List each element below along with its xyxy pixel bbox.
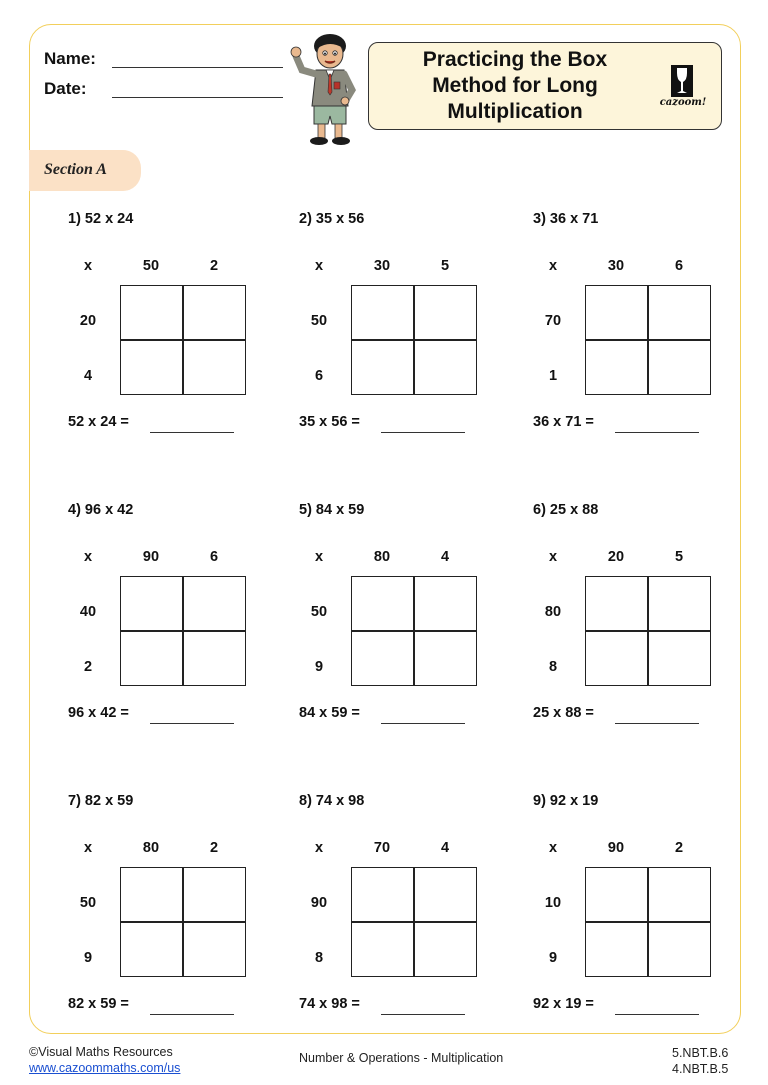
problem-7 <box>68 793 288 1033</box>
answer-line[interactable] <box>150 723 234 724</box>
answer-line[interactable] <box>615 723 699 724</box>
multiply-symbol: x <box>314 258 324 274</box>
answer-line[interactable] <box>615 1014 699 1015</box>
answer-label: 36 x 71 = <box>533 414 594 430</box>
box-method-grid[interactable] <box>120 576 246 686</box>
multiply-symbol: x <box>548 840 558 856</box>
row-header: 9 <box>548 950 558 966</box>
column-header: 5 <box>674 549 684 565</box>
footer-standard-2: 4.NBT.B.5 <box>672 1062 729 1076</box>
column-header: 30 <box>607 258 625 274</box>
row-header: 1 <box>548 368 558 384</box>
answer-line[interactable] <box>381 432 465 433</box>
column-header: 80 <box>142 840 160 856</box>
problem-title: 7) 82 x 59 <box>68 793 134 809</box>
problem-6 <box>533 502 753 742</box>
cartoon-boy-icon <box>288 30 368 150</box>
footer-website-link[interactable] <box>29 1061 180 1075</box>
multiply-symbol: x <box>314 840 324 856</box>
problem-title: 5) 84 x 59 <box>299 502 365 518</box>
column-header: 70 <box>373 840 391 856</box>
problem-title: 3) 36 x 71 <box>533 211 599 227</box>
multiply-symbol: x <box>83 549 93 565</box>
column-header: 4 <box>440 549 450 565</box>
answer-line[interactable] <box>381 723 465 724</box>
column-header: 6 <box>209 549 219 565</box>
column-header: 5 <box>440 258 450 274</box>
row-header: 9 <box>83 950 93 966</box>
row-header: 10 <box>544 895 562 911</box>
multiply-symbol: x <box>548 258 558 274</box>
title-line-1: Practicing the Box <box>422 48 608 71</box>
row-header: 8 <box>314 950 324 966</box>
column-header: 4 <box>440 840 450 856</box>
column-header: 2 <box>674 840 684 856</box>
cazoom-logo-icon <box>671 65 693 97</box>
row-header: 50 <box>310 604 328 620</box>
row-header: 4 <box>83 368 93 384</box>
row-header: 20 <box>79 313 97 329</box>
website-link-text[interactable]: www.cazoommaths.com/us <box>29 1061 181 1075</box>
problem-2 <box>299 211 519 451</box>
problem-8 <box>299 793 519 1033</box>
box-method-grid[interactable] <box>351 867 477 977</box>
answer-line[interactable] <box>615 432 699 433</box>
answer-label: 35 x 56 = <box>299 414 360 430</box>
column-header: 90 <box>607 840 625 856</box>
multiply-symbol: x <box>83 840 93 856</box>
multiply-symbol: x <box>314 549 324 565</box>
row-header: 50 <box>79 895 97 911</box>
answer-label: 96 x 42 = <box>68 705 129 721</box>
problem-title: 6) 25 x 88 <box>533 502 599 518</box>
box-method-grid[interactable] <box>351 576 477 686</box>
problem-3 <box>533 211 753 451</box>
problem-5 <box>299 502 519 742</box>
title-line-2: Method for Long <box>432 74 598 97</box>
column-header: 6 <box>674 258 684 274</box>
worksheet-title-box <box>368 42 722 130</box>
column-header: 30 <box>373 258 391 274</box>
section-label: Section A <box>44 161 107 178</box>
problem-title: 4) 96 x 42 <box>68 502 134 518</box>
title-line-3: Multiplication <box>447 100 583 123</box>
problem-9 <box>533 793 753 1033</box>
box-method-grid[interactable] <box>351 285 477 395</box>
box-method-grid[interactable] <box>120 867 246 977</box>
row-header: 9 <box>314 659 324 675</box>
answer-label: 84 x 59 = <box>299 705 360 721</box>
column-header: 2 <box>209 840 219 856</box>
row-header: 90 <box>310 895 328 911</box>
footer-topic: Number & Operations - Multiplication <box>299 1051 504 1065</box>
row-header: 70 <box>544 313 562 329</box>
answer-line[interactable] <box>381 1014 465 1015</box>
problem-title: 8) 74 x 98 <box>299 793 365 809</box>
answer-label: 52 x 24 = <box>68 414 129 430</box>
answer-label: 25 x 88 = <box>533 705 594 721</box>
date-label: Date: <box>44 79 87 98</box>
footer-copyright: ©Visual Maths Resources <box>29 1045 173 1059</box>
footer-standard-1: 5.NBT.B.6 <box>672 1046 729 1060</box>
row-header: 40 <box>79 604 97 620</box>
cazoom-logo <box>655 63 711 111</box>
answer-line[interactable] <box>150 432 234 433</box>
column-header: 20 <box>607 549 625 565</box>
cazoom-logo-text: cazoom! <box>659 97 707 108</box>
box-method-grid[interactable] <box>585 285 711 395</box>
name-field-line[interactable] <box>112 67 283 68</box>
row-header: 6 <box>314 368 324 384</box>
column-header: 2 <box>209 258 219 274</box>
multiply-symbol: x <box>83 258 93 274</box>
answer-label: 82 x 59 = <box>68 996 129 1012</box>
column-header: 80 <box>373 549 391 565</box>
problem-1 <box>68 211 288 451</box>
problem-title: 9) 92 x 19 <box>533 793 599 809</box>
section-a-tab <box>29 150 141 191</box>
name-label: Name: <box>44 49 96 68</box>
problem-title: 2) 35 x 56 <box>299 211 365 227</box>
column-header: 90 <box>142 549 160 565</box>
problem-4 <box>68 502 288 742</box>
answer-label: 92 x 19 = <box>533 996 594 1012</box>
answer-label: 74 x 98 = <box>299 996 360 1012</box>
box-method-grid[interactable] <box>120 285 246 395</box>
worksheet-title <box>379 47 651 125</box>
box-method-grid[interactable] <box>585 867 711 977</box>
box-method-grid[interactable] <box>585 576 711 686</box>
row-header: 2 <box>83 659 93 675</box>
answer-line[interactable] <box>150 1014 234 1015</box>
row-header: 8 <box>548 659 558 675</box>
problem-title: 1) 52 x 24 <box>68 211 134 227</box>
multiply-symbol: x <box>548 549 558 565</box>
row-header: 50 <box>310 313 328 329</box>
date-field-line[interactable] <box>112 97 283 98</box>
row-header: 80 <box>544 604 562 620</box>
column-header: 50 <box>142 258 160 274</box>
